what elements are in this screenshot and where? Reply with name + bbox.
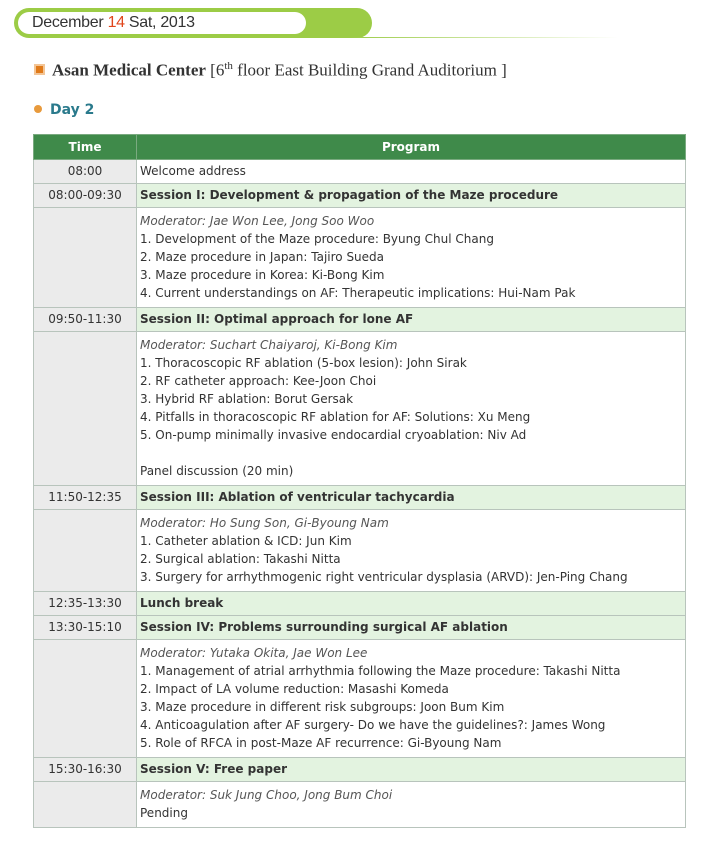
talk-item: 2. RF catheter approach: Kee-Joon Choi <box>140 374 377 388</box>
session-title: Session II: Optimal approach for lone AF <box>137 308 686 332</box>
talk-item: 4. Anticoagulation after AF surgery- Do we have the guidelines?: James Wong <box>140 718 606 732</box>
header-program: Program <box>137 135 686 160</box>
table-header-row <box>34 135 686 160</box>
session-detail <box>137 332 686 486</box>
date-banner <box>14 8 374 40</box>
talk-item: 2. Impact of LA volume reduction: Masashi Komeda <box>140 682 449 696</box>
table-row <box>34 160 686 184</box>
talk-item: 2. Surgical ablation: Takashi Nitta <box>140 552 341 566</box>
day-title-text: Day 2 <box>50 102 95 118</box>
session-detail <box>137 208 686 308</box>
session-detail <box>137 510 686 592</box>
session-detail-row <box>34 332 686 486</box>
date-rest: Sat, 2013 <box>124 14 195 31</box>
talk-item: 1. Thoracoscopic RF ablation (5-box lesion): John Sirak <box>140 356 467 370</box>
venue-detail-pre: [6 <box>205 60 225 80</box>
empty-time-cell <box>34 640 137 758</box>
talk-item: 1. Catheter ablation & ICD: Jun Kim <box>140 534 352 548</box>
session-detail <box>137 640 686 758</box>
talk-item: 3. Maze procedure in different risk subgroups: Joon Bum Kim <box>140 700 505 714</box>
session-time: 08:00-09:30 <box>34 184 137 208</box>
session-detail-row <box>34 640 686 758</box>
talk-item: Pending <box>140 806 188 820</box>
day-title <box>34 102 94 118</box>
square-bullet-icon <box>34 64 45 75</box>
session-detail-row <box>34 208 686 308</box>
program-table <box>33 134 686 828</box>
session-time: 09:50-11:30 <box>34 308 137 332</box>
moderator: Moderator: Suchart Chaiyaroj, Ki-Bong Kim <box>140 338 398 352</box>
date-divider <box>350 37 618 38</box>
talk-item: 5. On-pump minimally invasive endocardial cryoablation: Niv Ad <box>140 428 527 442</box>
venue-detail-sup: th <box>224 60 233 72</box>
talk-item: 2. Maze procedure in Japan: Tajiro Sueda <box>140 250 385 264</box>
session-time: 12:35-13:30 <box>34 592 137 616</box>
row-program: Welcome address <box>137 160 686 184</box>
session-detail-row <box>34 510 686 592</box>
empty-time-cell <box>34 332 137 486</box>
session-title: Session I: Development & propagation of the Maze procedure <box>137 184 686 208</box>
dot-bullet-icon <box>34 105 42 113</box>
session-row <box>34 486 686 510</box>
session-detail <box>137 782 686 828</box>
header-time: Time <box>34 135 137 160</box>
moderator: Moderator: Ho Sung Son, Gi-Byoung Nam <box>140 516 389 530</box>
venue-detail-post: floor East Building Grand Auditorium ] <box>232 60 507 80</box>
talk-item: 4. Current understandings on AF: Therapeutic implications: Hui-Nam Pak <box>140 286 576 300</box>
date-label <box>18 12 306 34</box>
talk-item: 3. Hybrid RF ablation: Borut Gersak <box>140 392 354 406</box>
row-time: 08:00 <box>34 160 137 184</box>
session-title: Session V: Free paper <box>137 758 686 782</box>
session-time: 11:50-12:35 <box>34 486 137 510</box>
talk-item: 1. Development of the Maze procedure: Byung Chul Chang <box>140 232 494 246</box>
talk-item: 3. Maze procedure in Korea: Ki-Bong Kim <box>140 268 385 282</box>
moderator: Moderator: Yutaka Okita, Jae Won Lee <box>140 646 368 660</box>
spacer <box>140 444 682 462</box>
date-month: December <box>32 14 108 31</box>
empty-time-cell <box>34 510 137 592</box>
talk-item: 5. Role of RFCA in post-Maze AF recurrence: Gi-Byoung Nam <box>140 736 502 750</box>
session-time: 13:30-15:10 <box>34 616 137 640</box>
session-detail-row <box>34 782 686 828</box>
session-row <box>34 616 686 640</box>
talk-item: 3. Surgery for arrhythmogenic right ventricular dysplasia (ARVD): Jen-Ping Chang <box>140 570 628 584</box>
empty-time-cell <box>34 782 137 828</box>
venue-heading <box>34 60 507 81</box>
talk-item: 1. Management of atrial arrhythmia following the Maze procedure: Takashi Nitta <box>140 664 621 678</box>
session-title: Session IV: Problems surrounding surgical AF ablation <box>137 616 686 640</box>
date-day-number: 14 <box>107 14 125 31</box>
session-title: Lunch break <box>137 592 686 616</box>
session-row <box>34 592 686 616</box>
session-time: 15:30-16:30 <box>34 758 137 782</box>
session-row <box>34 184 686 208</box>
panel-discussion: Panel discussion (20 min) <box>140 464 294 478</box>
talk-item: 4. Pitfalls in thoracoscopic RF ablation for AF: Solutions: Xu Meng <box>140 410 531 424</box>
session-title: Session III: Ablation of ventricular tachycardia <box>137 486 686 510</box>
venue-name: Asan Medical Center <box>52 60 206 80</box>
moderator: Moderator: Jae Won Lee, Jong Soo Woo <box>140 214 375 228</box>
session-row <box>34 758 686 782</box>
empty-time-cell <box>34 208 137 308</box>
moderator: Moderator: Suk Jung Choo, Jong Bum Choi <box>140 788 393 802</box>
session-row <box>34 308 686 332</box>
